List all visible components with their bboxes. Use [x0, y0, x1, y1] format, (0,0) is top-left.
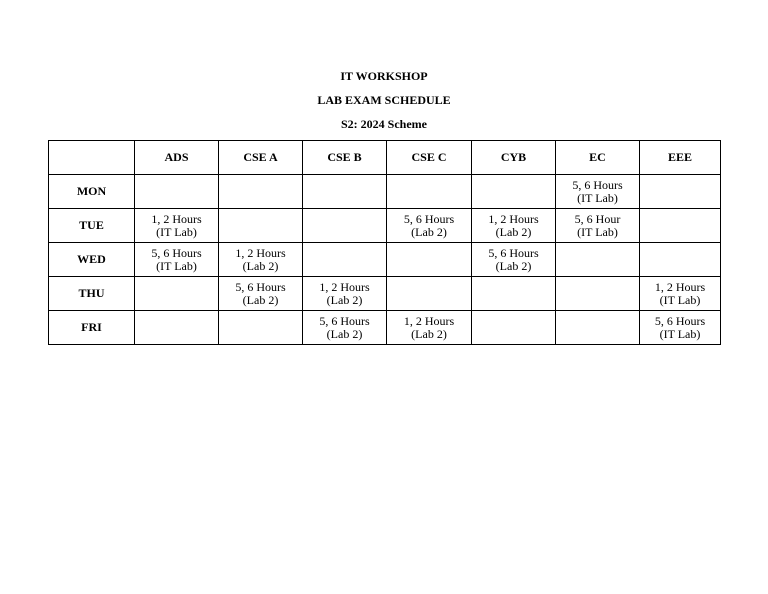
schedule-cell — [556, 175, 640, 209]
table-row — [49, 209, 721, 243]
schedule-cell — [472, 243, 556, 277]
schedule-cell — [219, 209, 303, 243]
session-lab: (Lab 2) — [495, 258, 532, 273]
session-hours: 1, 2 Hours — [319, 279, 370, 294]
schedule-cell — [387, 175, 472, 209]
schedule-cell — [135, 277, 219, 311]
session-lab: (Lab 2) — [326, 292, 363, 307]
schedule-cell — [135, 175, 219, 209]
session-lab: (Lab 2) — [242, 292, 279, 307]
schedule-cell — [219, 243, 303, 277]
schedule-cell — [640, 311, 721, 345]
column-header-cyb: CYB — [472, 141, 556, 175]
session-lab: (IT Lab) — [659, 292, 701, 307]
schedule-cell — [640, 209, 721, 243]
day-label: MON — [49, 175, 135, 209]
schedule-cell — [303, 175, 387, 209]
session-hours: 5, 6 Hours — [403, 211, 455, 226]
session-hours: 1, 2 Hours — [151, 211, 202, 226]
column-header-ads: ADS — [135, 141, 219, 175]
session-lab: (IT Lab) — [577, 190, 618, 205]
session-hours: 5, 6 Hours — [151, 245, 202, 260]
session-hours: 5, 6 Hours — [488, 245, 539, 260]
schedule-cell — [640, 243, 721, 277]
column-header-cse-a: CSE A — [219, 141, 303, 175]
schedule-cell — [219, 311, 303, 345]
schedule-cell — [387, 209, 472, 243]
session-hours: 1, 2 Hours — [235, 245, 286, 260]
table-row — [49, 243, 721, 277]
day-label: THU — [49, 277, 135, 311]
schedule-cell — [135, 243, 219, 277]
schedule-body — [49, 175, 721, 345]
scheme-label: S2: 2024 Scheme — [341, 117, 427, 131]
session-lab: (Lab 2) — [495, 224, 532, 239]
session-hours: 1, 2 Hours — [488, 211, 539, 226]
session-lab: (IT Lab) — [577, 224, 618, 239]
lab-exam-schedule-table — [48, 140, 721, 345]
session-lab: (Lab 2) — [411, 224, 447, 239]
schedule-cell — [387, 277, 472, 311]
schedule-cell — [219, 277, 303, 311]
day-label: TUE — [49, 209, 135, 243]
schedule-cell — [472, 311, 556, 345]
column-header-cse-c: CSE C — [387, 141, 472, 175]
session-lab: (IT Lab) — [156, 224, 197, 239]
schedule-cell — [387, 311, 472, 345]
table-row — [49, 277, 721, 311]
schedule-cell — [472, 209, 556, 243]
schedule-cell — [303, 277, 387, 311]
day-label: FRI — [49, 311, 135, 345]
session-lab: (Lab 2) — [326, 326, 363, 341]
document-subtitle: LAB EXAM SCHEDULE — [317, 93, 451, 107]
schedule-cell — [556, 243, 640, 277]
schedule-cell — [303, 209, 387, 243]
schedule-cell — [219, 175, 303, 209]
session-hours: 5, 6 Hours — [235, 279, 286, 294]
schedule-cell — [135, 311, 219, 345]
session-hours: 5, 6 Hours — [572, 177, 623, 192]
schedule-cell — [387, 243, 472, 277]
session-hours: 1, 2 Hours — [654, 279, 706, 294]
column-header-eee: EEE — [640, 141, 721, 175]
header-row — [49, 141, 721, 175]
schedule-cell — [556, 311, 640, 345]
schedule-cell — [556, 209, 640, 243]
corner-cell — [49, 141, 135, 175]
schedule-cell — [556, 277, 640, 311]
session-hours: 1, 2 Hours — [403, 313, 455, 328]
schedule-cell — [135, 209, 219, 243]
schedule-cell — [472, 175, 556, 209]
document-title: IT WORKSHOP — [340, 69, 428, 83]
schedule-cell — [303, 311, 387, 345]
table-row — [49, 175, 721, 209]
column-header-cse-b: CSE B — [303, 141, 387, 175]
day-label: WED — [49, 243, 135, 277]
column-header-ec: EC — [556, 141, 640, 175]
schedule-cell — [472, 277, 556, 311]
session-lab: (IT Lab) — [659, 326, 701, 341]
schedule-cell — [640, 277, 721, 311]
table-row — [49, 311, 721, 345]
session-hours: 5, 6 Hour — [574, 211, 621, 226]
session-hours: 5, 6 Hours — [319, 313, 370, 328]
schedule-cell — [640, 175, 721, 209]
session-lab: (Lab 2) — [411, 326, 447, 341]
session-lab: (IT Lab) — [156, 258, 197, 273]
session-lab: (Lab 2) — [242, 258, 279, 273]
session-hours: 5, 6 Hours — [654, 313, 706, 328]
schedule-cell — [303, 243, 387, 277]
